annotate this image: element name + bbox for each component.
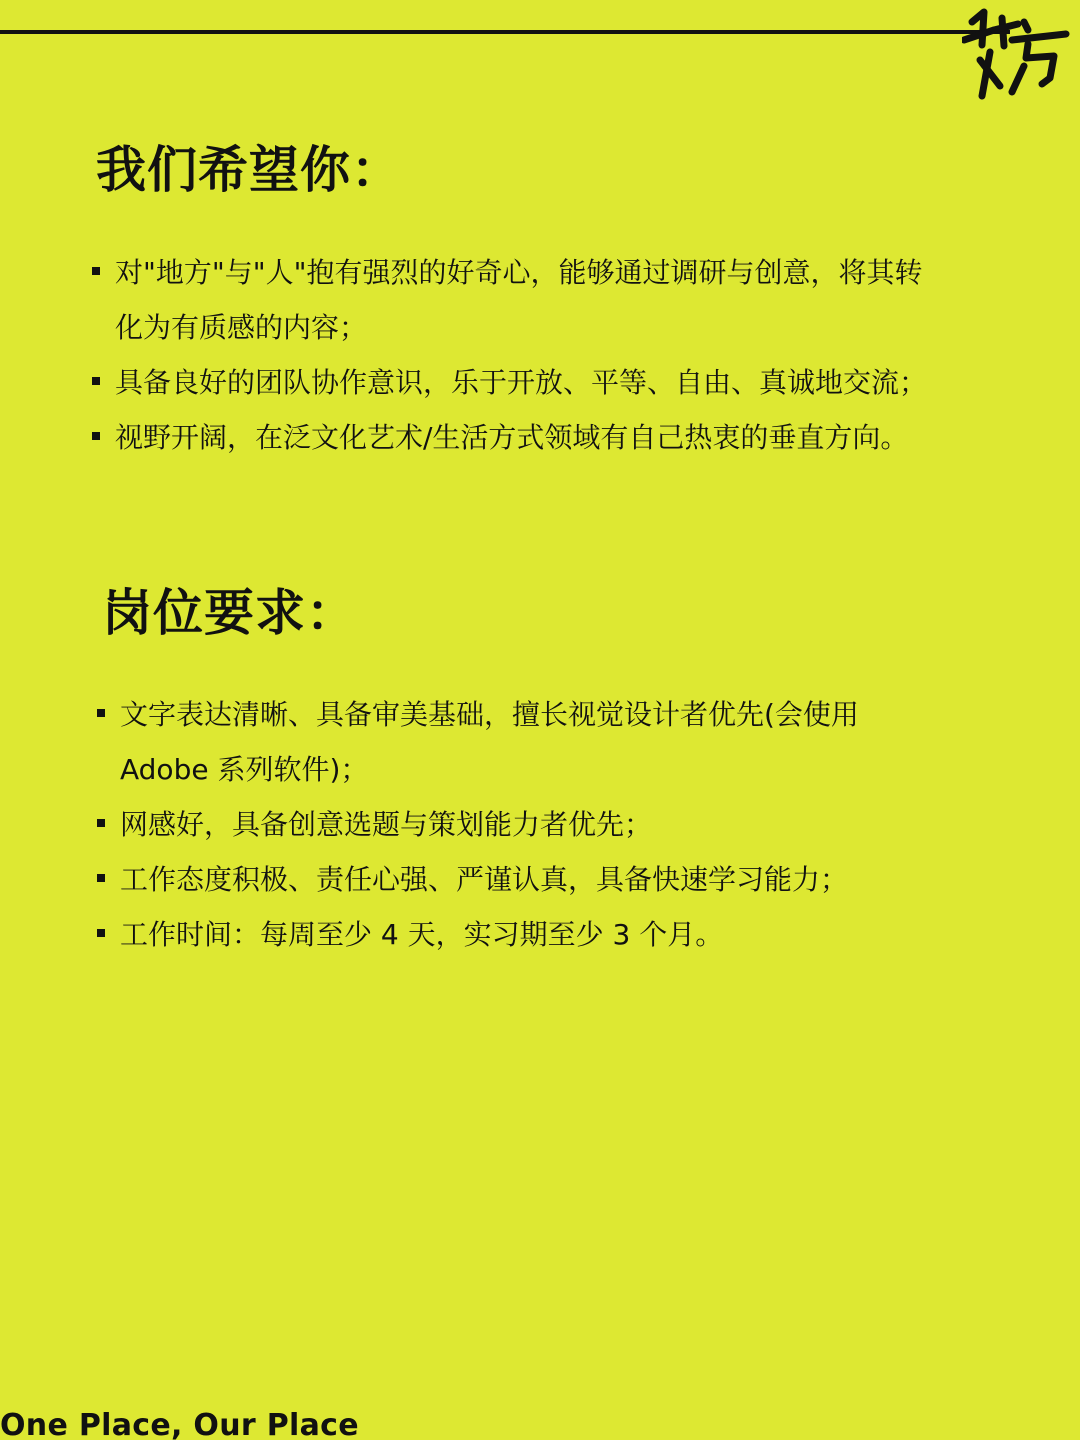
list-item (95, 687, 995, 797)
list-item-text-continued: Adobe 系列软件)； (120, 753, 369, 786)
list-item-text: 视野开阔，在泛文化艺术/生活方式领域有自己热衷的垂直方向。 (115, 421, 909, 454)
list-item (95, 852, 995, 907)
list-item (95, 907, 995, 962)
calligraphy-logo-icon (962, 0, 1072, 100)
list-item-text: 工作态度积极、责任心强、严谨认真，具备快速学习能力； (120, 863, 849, 896)
square-bullet-icon (92, 432, 100, 440)
top-divider-line (0, 30, 1010, 34)
square-bullet-icon (92, 267, 100, 275)
wish-list (90, 245, 1000, 465)
square-bullet-icon (97, 709, 105, 717)
list-item-text-continued: 化为有质感的内容； (115, 311, 368, 344)
list-item-text: 对"地方"与"人"抱有强烈的好奇心，能够通过调研与创意，将其转 (115, 256, 923, 289)
section-title-requirements: 岗位要求： (102, 584, 357, 642)
square-bullet-icon (97, 819, 105, 827)
list-item-text: 文字表达清晰、具备审美基础，擅长视觉设计者优先(会使用 (120, 698, 859, 731)
square-bullet-icon (92, 377, 100, 385)
list-item (90, 245, 1000, 355)
list-item-text: 工作时间：每周至少 4 天，实习期至少 3 个月。 (120, 918, 724, 951)
list-item (95, 797, 995, 852)
list-item-text: 网感好，具备创意选题与策划能力者优先； (120, 808, 653, 841)
footer-tagline: One Place, Our Place (0, 1408, 359, 1440)
list-item (90, 410, 1000, 465)
square-bullet-icon (97, 874, 105, 882)
requirements-list (95, 687, 995, 962)
section-title-wish: 我们希望你： (96, 141, 402, 199)
square-bullet-icon (97, 929, 105, 937)
list-item (90, 355, 1000, 410)
list-item-text: 具备良好的团队协作意识，乐于开放、平等、自由、真诚地交流； (115, 366, 928, 399)
